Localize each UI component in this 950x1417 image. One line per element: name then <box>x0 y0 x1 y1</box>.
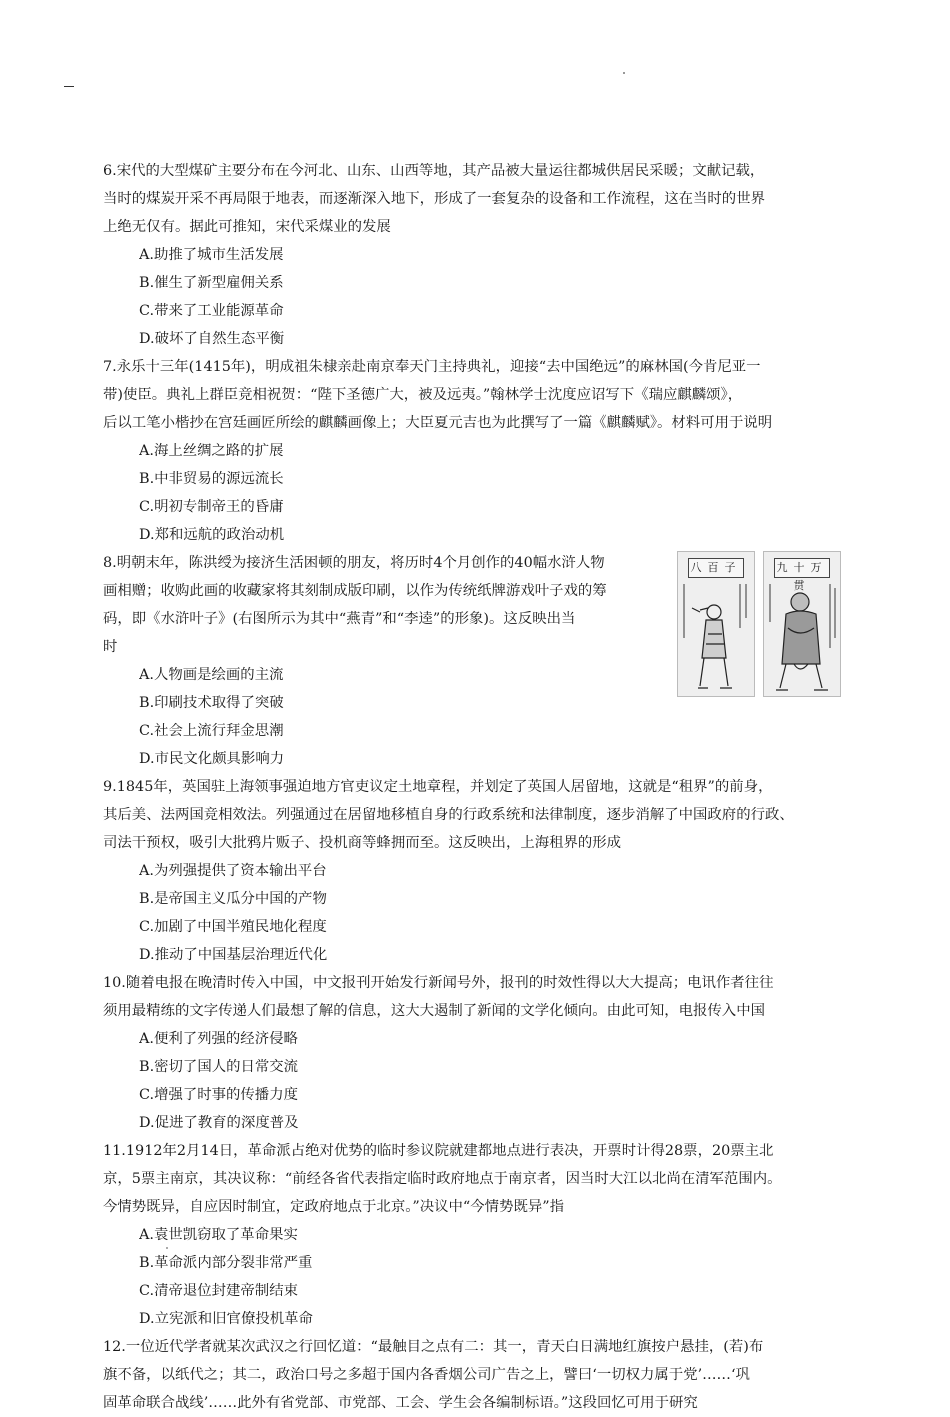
figure-yanqing-illustration <box>678 578 754 696</box>
question-stem-line: 今情势既异，自应因时制宜，定政府地点于北京。”决议中“今情势既异”指 <box>103 1199 564 1215</box>
question-8 <box>103 549 863 773</box>
option-list <box>103 437 863 549</box>
question-stem-line: 11.1912年2月14日，革命派占绝对优势的临时参议院就建都地点进行表决，开票时计得28票，20票主北 <box>103 1143 774 1159</box>
question-stem-line: 其后美、法两国竞相效法。列强通过在居留地移植自身的行政系统和法律制度，逐步消解了中国政府的行政、 <box>103 807 794 823</box>
question-list <box>103 157 863 1417</box>
question-10 <box>103 969 863 1137</box>
option-d[interactable]: D.推动了中国基层治理近代化 <box>139 947 328 963</box>
question-stem-line: 固革命联合战线’……此外有省党部、市党部、工会、学生会各编制标语。”这段回忆可用于研究 <box>103 1395 698 1411</box>
option-c[interactable]: C.加剧了中国半殖民地化程度 <box>139 919 327 935</box>
option-list <box>103 1221 863 1333</box>
option-a[interactable]: A.海上丝绸之路的扩展 <box>139 443 284 459</box>
question-7 <box>103 353 863 549</box>
question-stem-line: 带)使臣。典礼上群臣竞相祝贺：“陛下圣德广大，被及远夷。”翰林学士沈度应诏写下《瑞应麒麟颂》， <box>103 387 743 403</box>
option-b[interactable]: B.中非贸易的源远流长 <box>139 471 284 487</box>
playing-card-yanqing <box>677 551 755 697</box>
option-a[interactable]: A.为列强提供了资本输出平台 <box>139 863 327 879</box>
question-stem-line: 京，5票主南京，其决议称：“前经各省代表指定临时政府地点于南京者，因当时大江以北尚在清军范围内。 <box>103 1171 782 1187</box>
water-margin-cards-figure <box>677 551 849 699</box>
question-stem-line: 画相赠；收购此画的收藏家将其刻制成版印刷，以作为传统纸牌游戏叶子戏的筹 <box>103 583 607 599</box>
question-stem-line: 12.一位近代学者就某次武汉之行回忆道：“最触目之点有二：其一，青天白日满地红旗按户悬挂，(若)布 <box>103 1339 764 1355</box>
option-b[interactable]: B.革命派内部分裂非常严重 <box>139 1255 313 1271</box>
option-list <box>103 857 863 969</box>
option-c[interactable]: C.增强了时事的传播力度 <box>139 1087 298 1103</box>
option-c[interactable]: C.社会上流行拜金思潮 <box>139 723 284 739</box>
option-list <box>103 1025 863 1137</box>
scan-dot <box>623 72 625 74</box>
card-title: 八百子 <box>688 558 744 578</box>
question-stem-line: 9.1845年，英国驻上海领事强迫地方官吏议定土地章程，并划定了英国人居留地，这就是“租界”的前身， <box>103 779 773 795</box>
playing-card-likui <box>763 551 841 697</box>
question-stem-line: 须用最精练的文字传递人们最想了解的信息，这大大遏制了新闻的文学化倾向。由此可知，电报传入中国 <box>103 1003 765 1019</box>
option-d[interactable]: D.促进了教育的深度普及 <box>139 1115 299 1131</box>
question-9 <box>103 773 863 969</box>
question-stem-line: 当时的煤炭开采不再局限于地表，而逐渐深入地下，形成了一套复杂的设备和工作流程，这在当时的世界 <box>103 191 765 207</box>
option-b[interactable]: B.催生了新型雇佣关系 <box>139 275 284 291</box>
option-b[interactable]: B.印刷技术取得了突破 <box>139 695 284 711</box>
option-c[interactable]: C.清帝退位封建帝制结束 <box>139 1283 298 1299</box>
question-stem-line: 时 <box>103 639 118 655</box>
option-c[interactable]: C.带来了工业能源革命 <box>139 303 284 319</box>
question-stem-line: 6.宋代的大型煤矿主要分布在今河北、山东、山西等地，其产品被大量运往都城供居民采暖；文献记载， <box>103 163 765 179</box>
option-a[interactable]: A.助推了城市生活发展 <box>139 247 284 263</box>
question-stem-line: 码，即《水浒叶子》(右图所示为其中“燕青”和“李逵”的形象)。这反映出当 <box>103 611 576 627</box>
question-stem-line: 8.明朝末年，陈洪绶为接济生活困顿的朋友，将历时4个月创作的40幅水浒人物 <box>103 555 605 571</box>
option-d[interactable]: D.市民文化颇具影响力 <box>139 751 285 767</box>
question-12 <box>103 1333 863 1417</box>
question-11 <box>103 1137 863 1333</box>
option-a[interactable]: A.人物画是绘画的主流 <box>139 667 284 683</box>
question-stem-line: 旗不备，以纸代之；其二，政治口号之多超于国内各香烟公司广告之上，譬曰‘一切权力属于党’……‘巩 <box>103 1367 750 1383</box>
option-c[interactable]: C.明初专制帝王的昏庸 <box>139 499 284 515</box>
question-stem-line: 上绝无仅有。据此可推知，宋代采煤业的发展 <box>103 219 391 235</box>
option-b[interactable]: B.密切了国人的日常交流 <box>139 1059 299 1075</box>
question-stem-line: 10.随着电报在晚清时传入中国，中文报刊开始发行新闻号外，报刊的时效性得以大大提高；电讯作者往往 <box>103 975 774 991</box>
option-d[interactable]: D.郑和远航的政治动机 <box>139 527 285 543</box>
question-stem-line: 后以工笔小楷抄在宫廷画匠所绘的麒麟画像上；大臣夏元吉也为此撰写了一篇《麒麟赋》。材料可用于说明 <box>103 415 773 431</box>
option-list <box>103 241 863 353</box>
question-stem-line: 司法干预权，吸引大批鸦片贩子、投机商等蜂拥而至。这反映出，上海租界的形成 <box>103 835 622 851</box>
card-title: 九十万贯 <box>774 558 830 578</box>
corner-mark <box>64 86 74 87</box>
option-a[interactable]: A.便利了列强的经济侵略 <box>139 1031 298 1047</box>
figure-likui-illustration <box>764 578 840 696</box>
option-d[interactable]: D.破坏了自然生态平衡 <box>139 331 285 347</box>
option-b[interactable]: B.是帝国主义瓜分中国的产物 <box>139 891 327 907</box>
option-d[interactable]: D.立宪派和旧官僚投机革命 <box>139 1311 313 1327</box>
question-stem-line: 7.永乐十三年(1415年)，明成祖朱棣亲赴南京奉天门主持典礼，迎接“去中国绝远”的麻林国(今肯尼亚一 <box>103 359 761 375</box>
option-a[interactable]: A.袁世凯窃取了革命果实 <box>139 1227 298 1243</box>
question-6 <box>103 157 863 353</box>
